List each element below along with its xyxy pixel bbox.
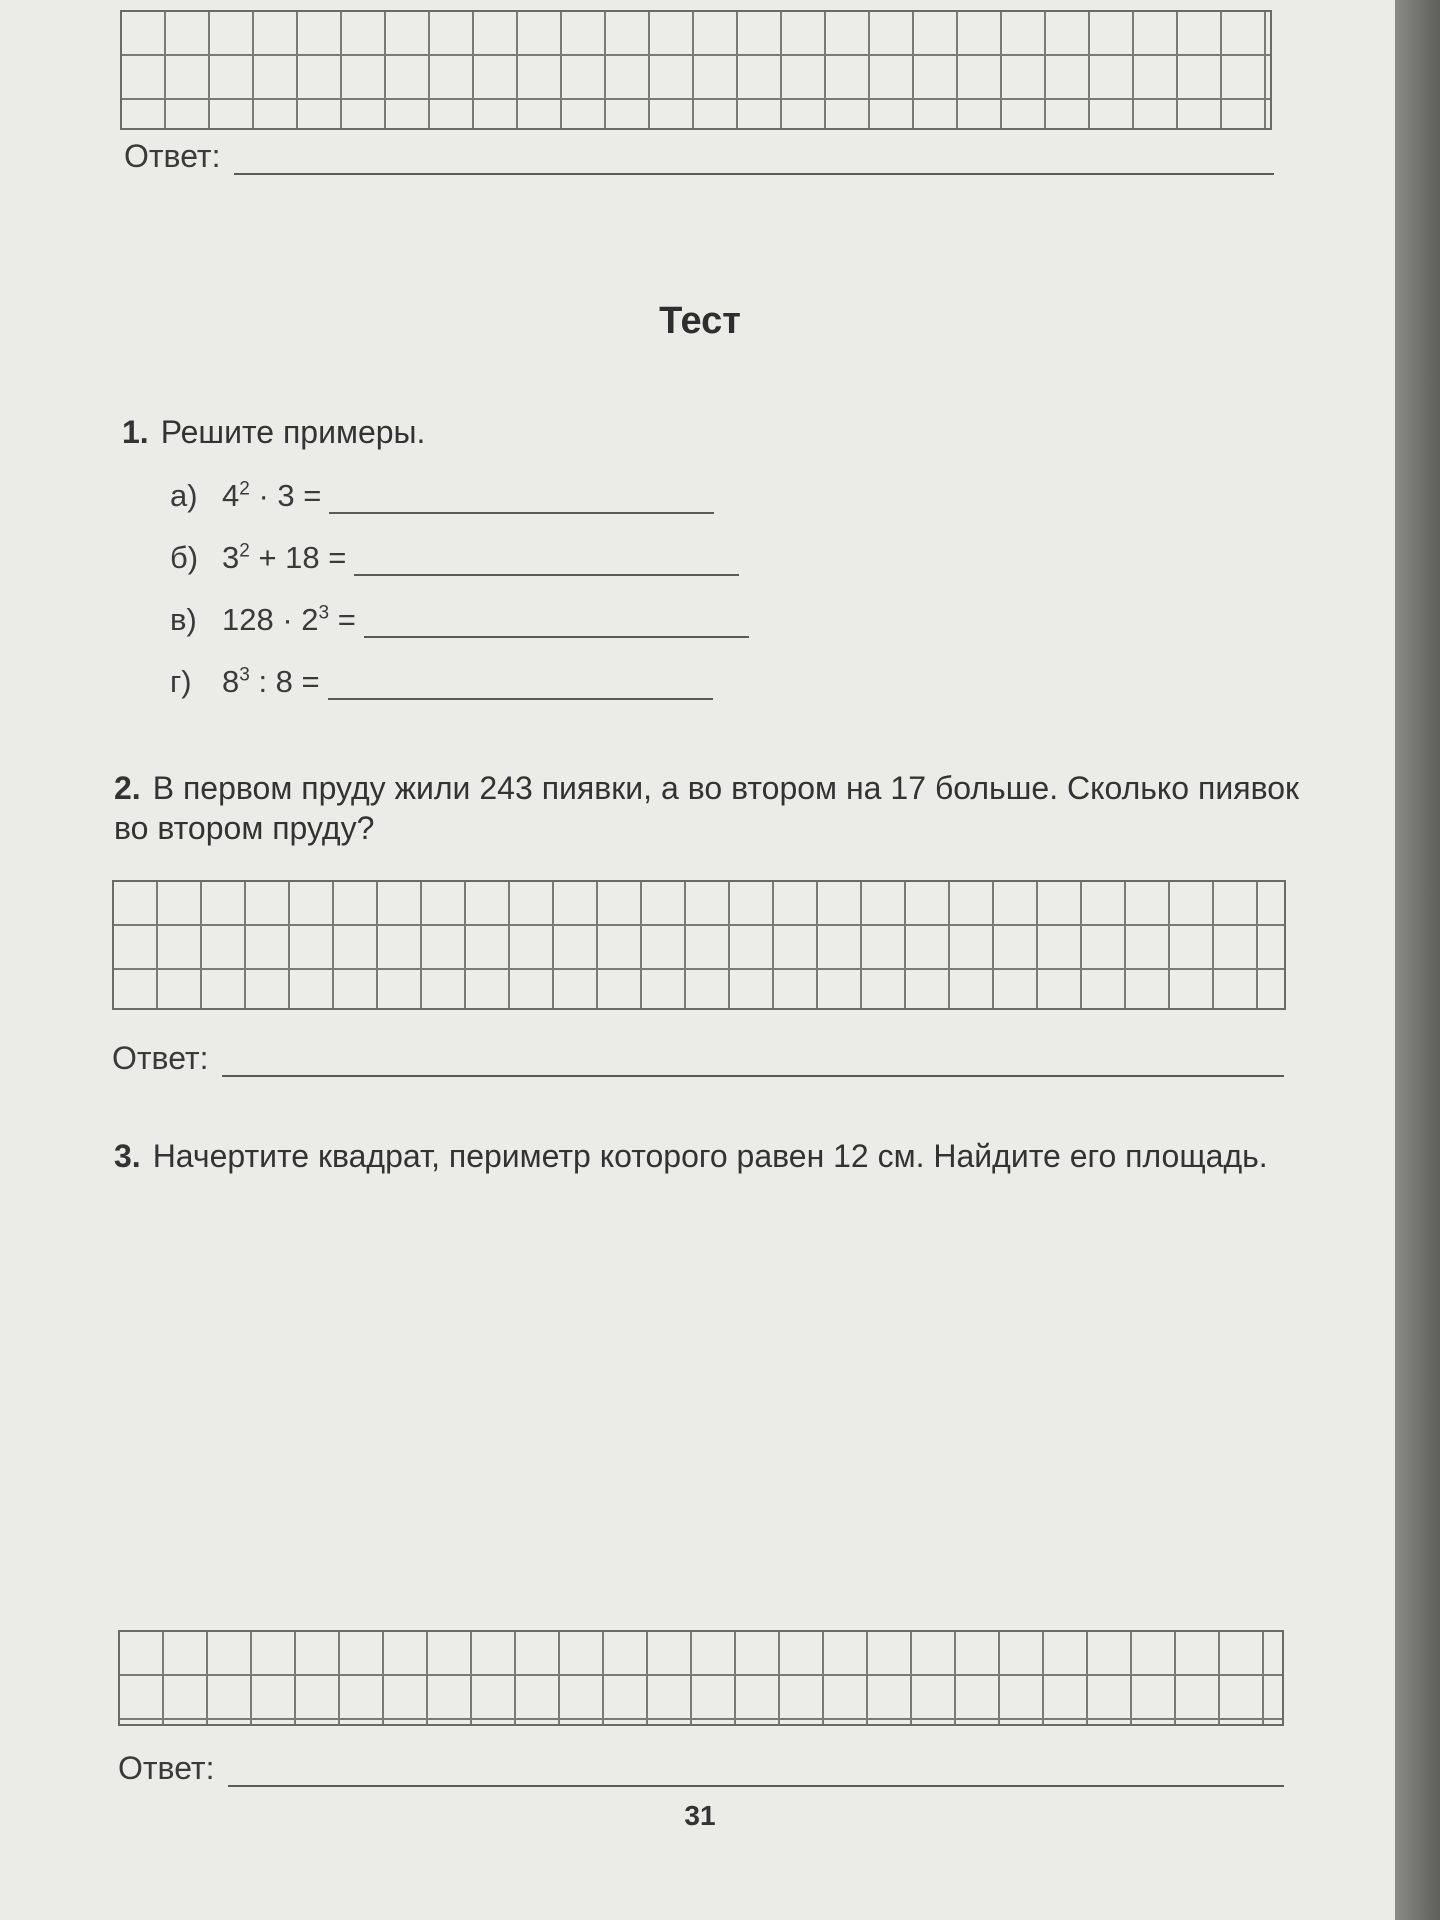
page-edge-shadow [1395,0,1440,1920]
example-c [170,602,749,638]
page-number: 31 [684,1800,716,1831]
answer-label: Ответ: [118,1750,215,1786]
answer-grid-task-3 [118,1630,1284,1726]
example-letter: а) [170,478,198,513]
task-number: 2. [114,770,141,806]
answer-label: Ответ: [112,1040,209,1076]
answer-row-task-3 [118,1750,1284,1787]
answer-line[interactable] [234,145,1274,175]
task-1 [122,412,425,452]
task-2 [114,768,1299,848]
example-expression: $8^3$ : 8 = [222,664,320,699]
example-expression: $128 \cdot 2^3$ = [222,602,356,637]
example-letter: б) [170,540,199,575]
task-text: Начертите квадрат, периметр которого равен 12 см. Найдите его площадь. [152,1138,1268,1174]
example-letter: г) [170,664,192,699]
example-answer-line[interactable] [354,548,739,576]
answer-grid-task-2 [112,880,1286,1010]
task-number: 3. [114,1138,141,1174]
page-title: Тест [659,300,741,342]
task-number: 1. [122,414,149,450]
example-d [170,664,713,700]
task-text: В первом пруду жили 243 пиявки, а во втором на 17 больше. Сколько пиявок во втором пруду? [114,770,1299,846]
example-letter: в) [170,602,197,637]
answer-row-task-2 [112,1040,1284,1077]
answer-line[interactable] [228,1757,1284,1787]
example-a [170,478,714,514]
task-text: Решите примеры. [160,414,426,450]
answer-label: Ответ: [124,138,221,174]
example-answer-line[interactable] [328,672,713,700]
answer-line[interactable] [222,1047,1284,1077]
example-answer-line[interactable] [329,486,714,514]
answer-grid-top [120,10,1272,130]
example-b [170,540,739,576]
example-expression: $3^2 + 18$ = [222,540,347,575]
example-expression: $4^2 \cdot 3$ = [222,478,322,513]
answer-row-top [124,138,1274,175]
task-3 [114,1136,1299,1176]
example-answer-line[interactable] [364,610,749,638]
